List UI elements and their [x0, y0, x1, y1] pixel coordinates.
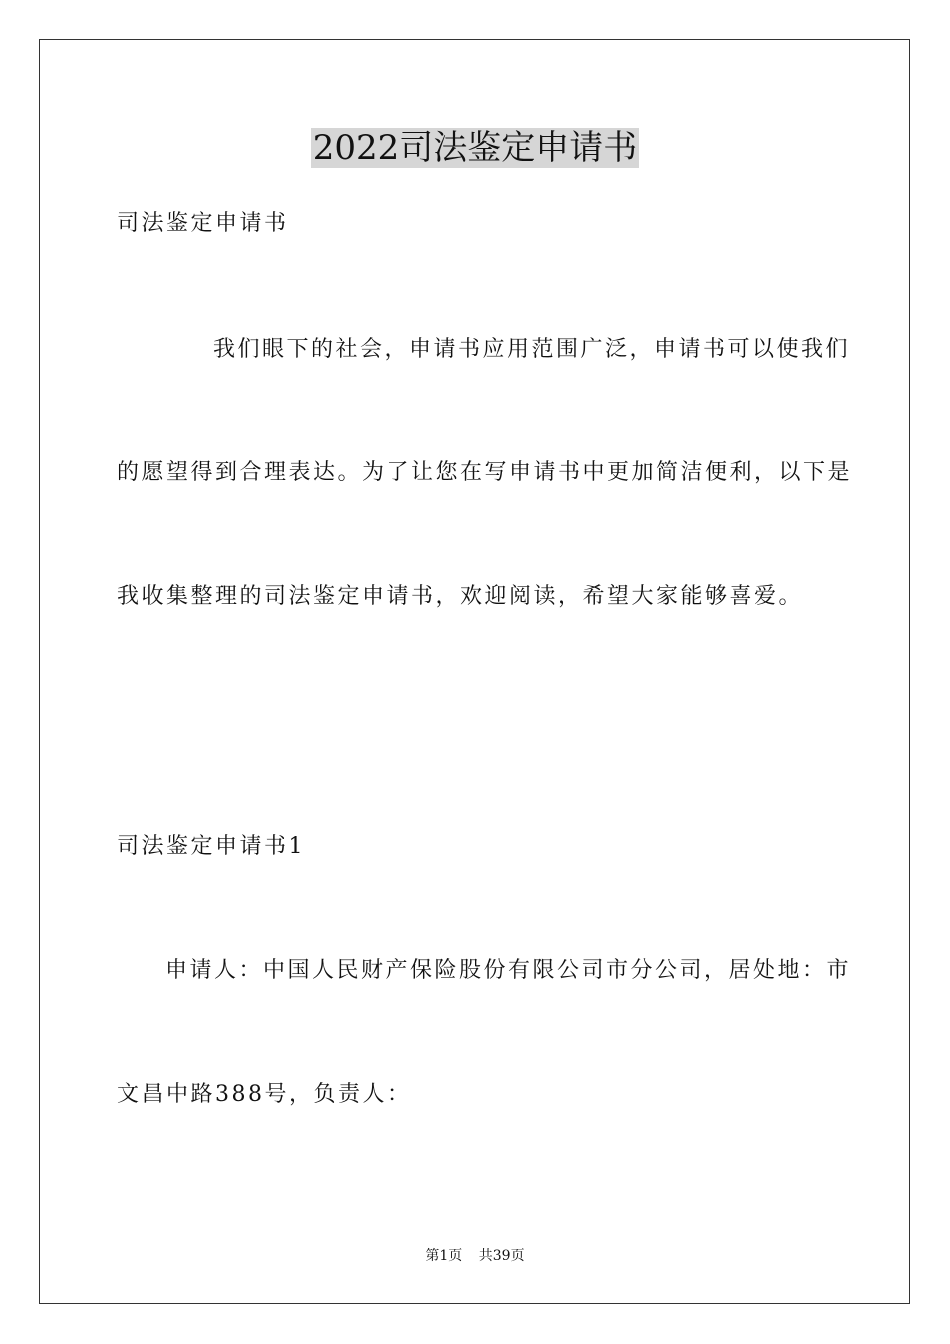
- document-title-text: 2022司法鉴定申请书: [312, 128, 638, 168]
- intro-line-3: 我收集整理的司法鉴定申请书，欢迎阅读，希望大家能够喜爱。: [117, 584, 804, 609]
- intro-line-2: 的愿望得到合理表达。为了让您在写申请书中更加简洁便利，以下是: [117, 460, 853, 485]
- page-footer: [0, 1246, 950, 1266]
- intro-line-1: 我们眼下的社会，申请书应用范围广泛，申请书可以使我们: [213, 337, 851, 362]
- page-number: 第1页: [425, 1248, 463, 1264]
- applicant-line-2: 文昌中路388号，负责人：: [117, 1082, 412, 1107]
- applicant-line-1: 申请人：中国人民财产保险股份有限公司市分公司，居处地：市: [165, 958, 852, 983]
- subtitle: 司法鉴定申请书: [117, 211, 289, 236]
- page-total: 共39页: [478, 1248, 525, 1264]
- document-title: [0, 124, 950, 172]
- section-heading: 司法鉴定申请书1: [117, 834, 305, 859]
